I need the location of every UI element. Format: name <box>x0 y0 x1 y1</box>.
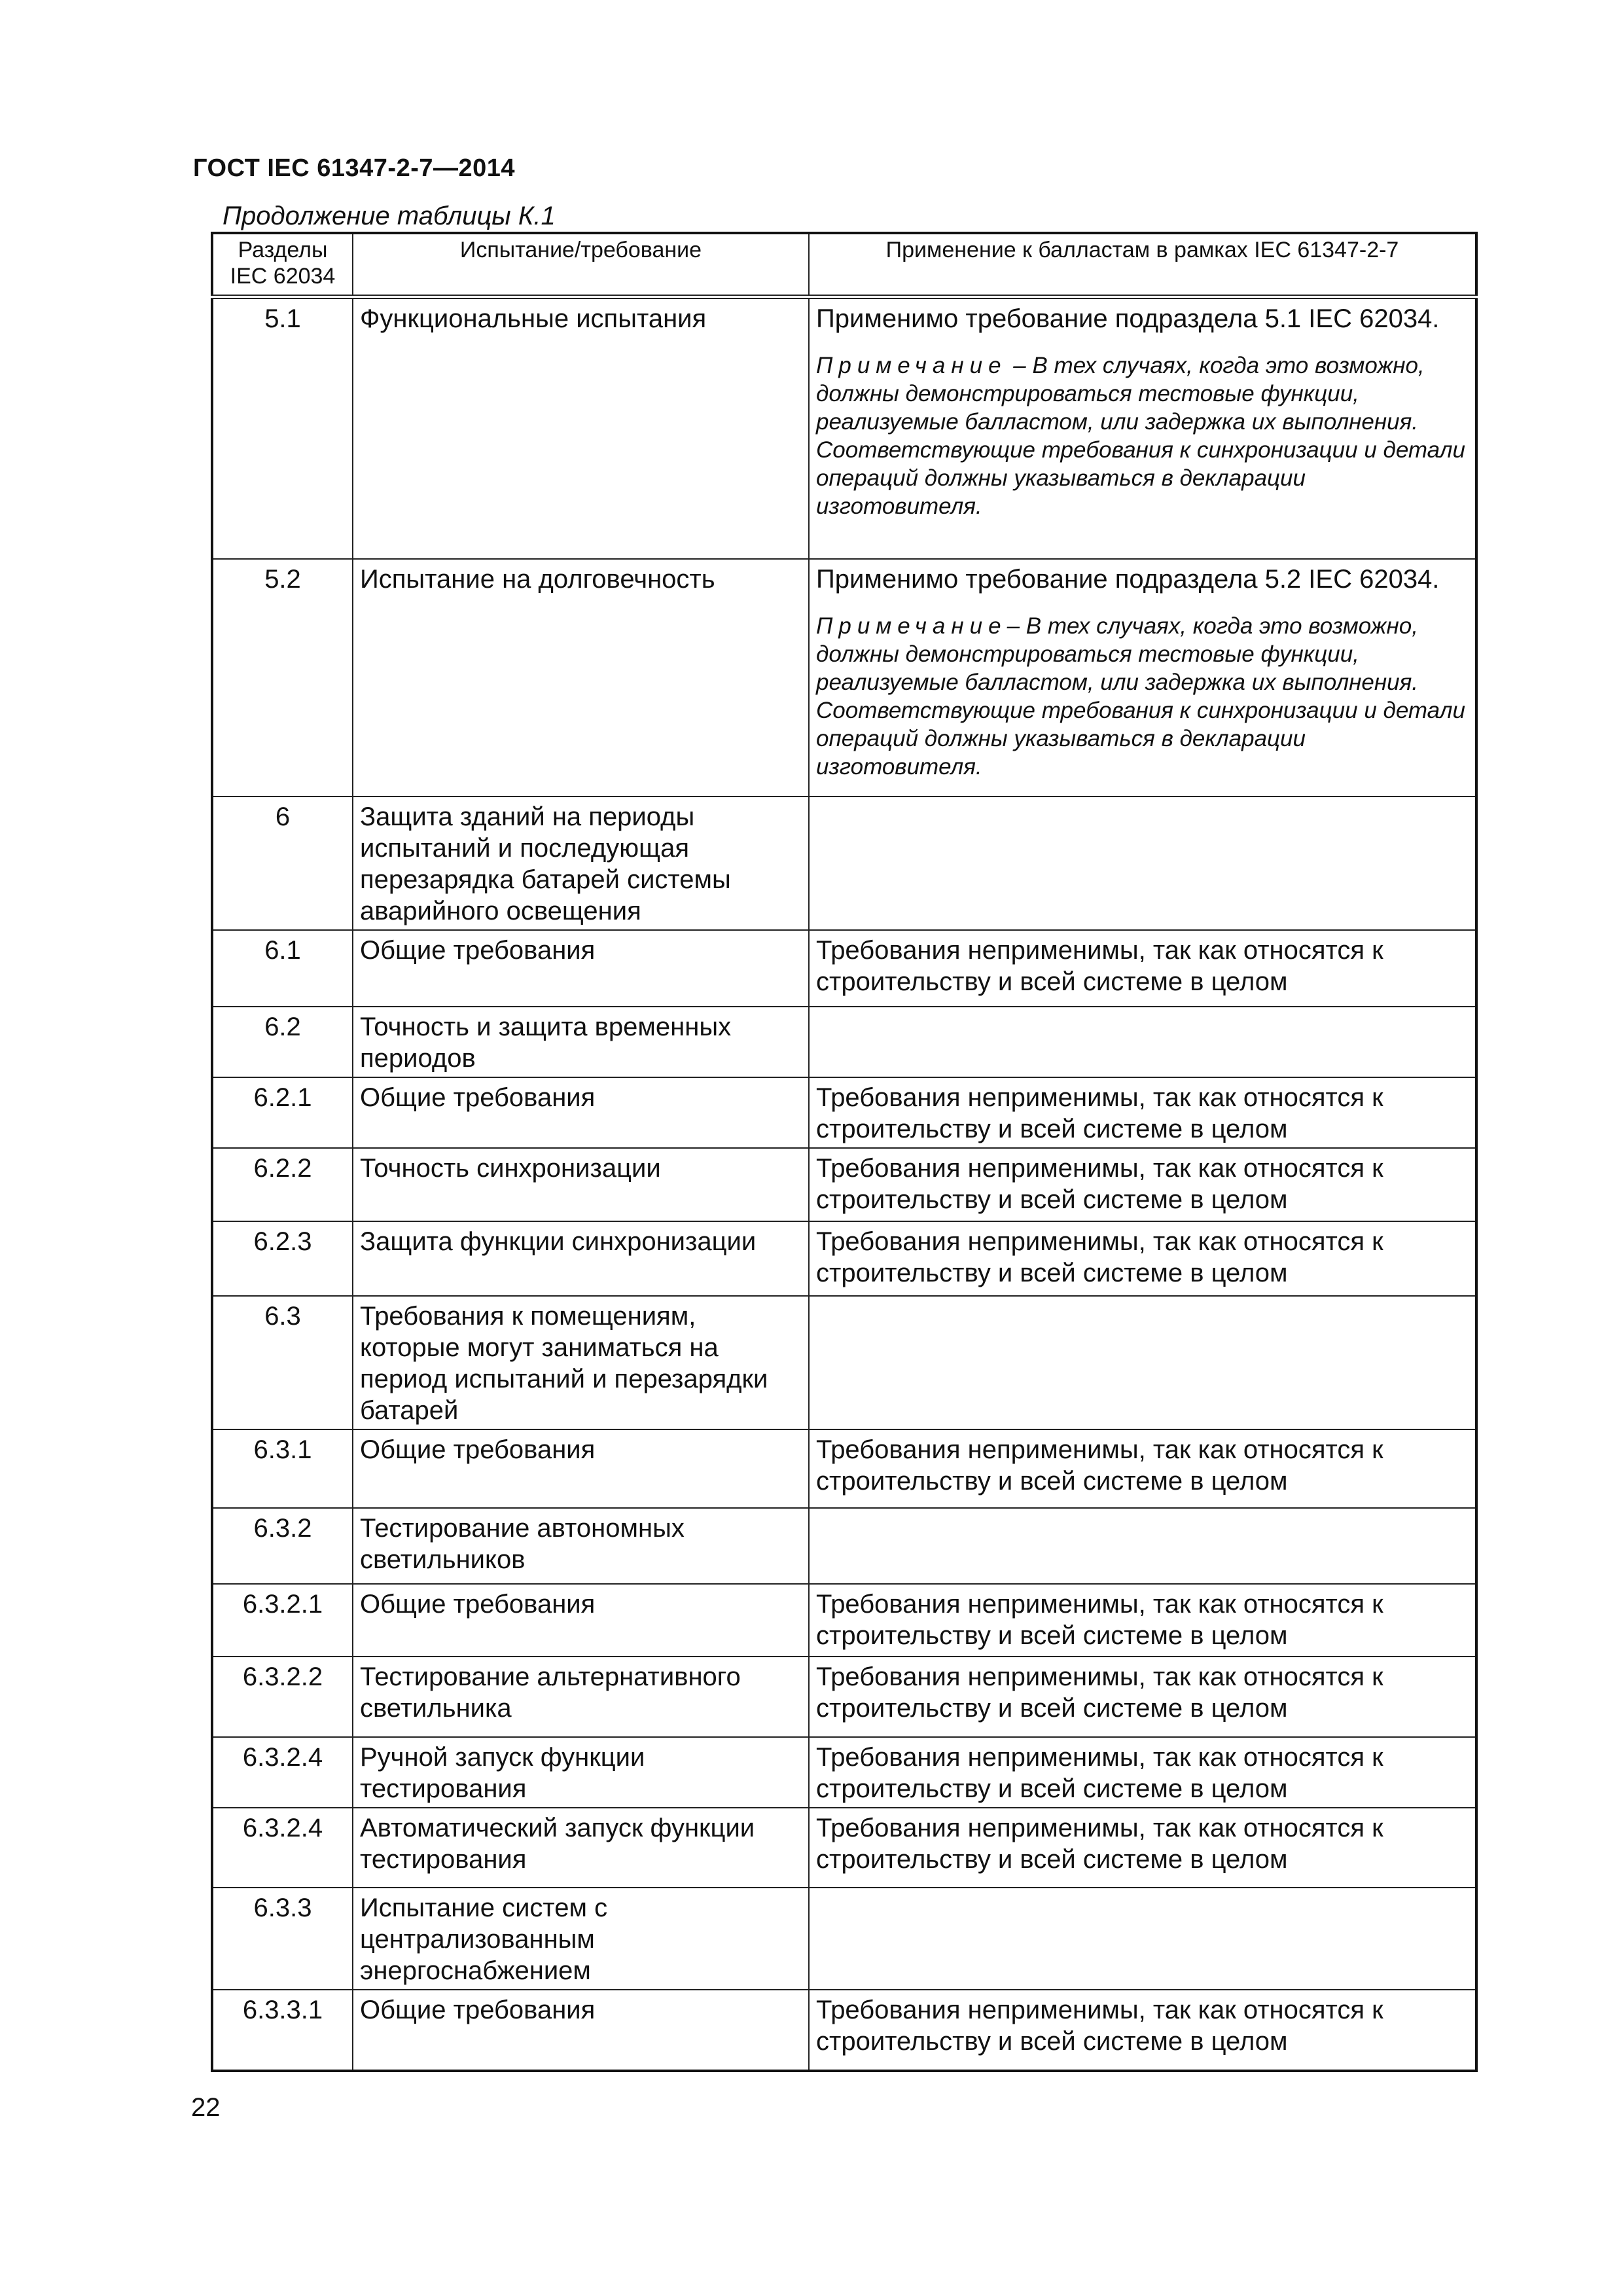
table-caption: Продолжение таблицы К.1 <box>223 202 556 230</box>
section-number: 6.3.1 <box>212 1429 353 1508</box>
column-header-requirement: Испытание/требование <box>353 233 809 297</box>
requirement-title: Общие требования <box>353 1584 809 1657</box>
section-number: 6.3.2.4 <box>212 1737 353 1808</box>
column-header-application: Применение к балластам в рамках IEC 61347-2-7 <box>809 233 1476 297</box>
section-number: 6.3.2.2 <box>212 1657 353 1737</box>
application-text: Требования неприменимы, так как относятся к строительству и всей системе в целом <box>809 1584 1476 1657</box>
application-text: Требования неприменимы, так как относятся к строительству и всей системе в целом <box>809 1148 1476 1221</box>
application-text <box>809 1888 1476 1990</box>
requirement-title: Испытание систем с централизованным энергоснабжением <box>353 1888 809 1990</box>
application-text: Требования неприменимы, так как относятся к строительству и всей системе в целом <box>809 1990 1476 2071</box>
requirement-title: Ручной запуск функции тестирования <box>353 1737 809 1808</box>
application-text: Требования неприменимы, так как относятся к строительству и всей системе в целом <box>809 1429 1476 1508</box>
requirement-title: Требования к помещениям, которые могут заниматься на период испытаний и перезарядки батарей <box>353 1296 809 1429</box>
section-number: 6.2.2 <box>212 1148 353 1221</box>
application-text <box>809 1296 1476 1429</box>
table-row <box>212 1148 1476 1221</box>
requirements-table <box>211 232 1478 2072</box>
application-cell <box>809 297 1476 559</box>
note <box>816 351 1469 520</box>
application-text: Требования неприменимы, так как относятся к строительству и всей системе в целом <box>809 1808 1476 1888</box>
table-row <box>212 1657 1476 1737</box>
note-label: Примечание <box>816 613 1007 639</box>
note-text: – В тех случаях, когда это возможно, должны демонстрироваться тестовые функции, реализуемые балластом, или задержка их выполнения. Соответствующие требования к синхронизации и детали операций должны указываться в декларации изготовителя. <box>816 353 1465 519</box>
section-number: 6.3 <box>212 1296 353 1429</box>
table-row <box>212 1221 1476 1296</box>
application-text: Требования неприменимы, так как относятся к строительству и всей системе в целом <box>809 1077 1476 1148</box>
table-row <box>212 1888 1476 1990</box>
section-number: 6.3.2 <box>212 1508 353 1584</box>
application-text: Требования неприменимы, так как относятся к строительству и всей системе в целом <box>809 1221 1476 1296</box>
section-number: 6.3.3 <box>212 1888 353 1990</box>
requirement-title: Общие требования <box>353 1990 809 2071</box>
requirement-title: Тестирование альтернативного светильника <box>353 1657 809 1737</box>
application-text: Требования неприменимы, так как относятся к строительству и всей системе в целом <box>809 1657 1476 1737</box>
table-row <box>212 1508 1476 1584</box>
requirement-title: Функциональные испытания <box>353 297 809 559</box>
table-row <box>212 1584 1476 1657</box>
document-code: ГОСТ IEC 61347-2-7—2014 <box>193 154 516 182</box>
table-row <box>212 1007 1476 1077</box>
table-row <box>212 1296 1476 1429</box>
requirement-title: Тестирование автономных светильников <box>353 1508 809 1584</box>
table-row <box>212 1077 1476 1148</box>
table-row <box>212 1990 1476 2071</box>
table-row <box>212 1808 1476 1888</box>
section-number: 5.2 <box>212 559 353 797</box>
application-text <box>809 797 1476 930</box>
section-number: 6.3.3.1 <box>212 1990 353 2071</box>
section-number: 6.2.1 <box>212 1077 353 1148</box>
section-number: 6.3.2.4 <box>212 1808 353 1888</box>
application-text: Требования неприменимы, так как относятся к строительству и всей системе в целом <box>809 1737 1476 1808</box>
note-text: – В тех случаях, когда это возможно, должны демонстрироваться тестовые функции, реализуемые балластом, или задержка их выполнения. Соответствующие требования к синхронизации и детали операций должны указываться в декларации изготовителя. <box>816 613 1465 780</box>
application-cell <box>809 559 1476 797</box>
requirement-title: Общие требования <box>353 1077 809 1148</box>
page-number: 22 <box>191 2093 221 2122</box>
table-row <box>212 559 1476 797</box>
section-number: 6 <box>212 797 353 930</box>
application-text: Применимо требование подраздела 5.2 IEC 62034. <box>816 564 1440 594</box>
column-header-sections: Разделы IEC 62034 <box>212 233 353 297</box>
application-text <box>809 1007 1476 1077</box>
requirement-title: Точность и защита временных периодов <box>353 1007 809 1077</box>
table-row <box>212 930 1476 1007</box>
table-row <box>212 1737 1476 1808</box>
note-label: Примечание <box>816 353 1007 378</box>
table-row <box>212 297 1476 559</box>
section-number: 6.2 <box>212 1007 353 1077</box>
application-text: Применимо требование подраздела 5.1 IEC 62034. <box>816 304 1440 333</box>
section-number: 6.1 <box>212 930 353 1007</box>
table-row <box>212 1429 1476 1508</box>
table-header-row <box>212 233 1476 297</box>
requirement-title: Точность синхронизации <box>353 1148 809 1221</box>
requirement-title: Защита зданий на периоды испытаний и последующая перезарядка батарей системы аварийного освещения <box>353 797 809 930</box>
requirement-title: Общие требования <box>353 930 809 1007</box>
section-number: 6.3.2.1 <box>212 1584 353 1657</box>
requirement-title: Общие требования <box>353 1429 809 1508</box>
requirement-title: Автоматический запуск функции тестирования <box>353 1808 809 1888</box>
application-text: Требования неприменимы, так как относятся к строительству и всей системе в целом <box>809 930 1476 1007</box>
note <box>816 612 1469 781</box>
application-text <box>809 1508 1476 1584</box>
section-number: 6.2.3 <box>212 1221 353 1296</box>
requirement-title: Защита функции синхронизации <box>353 1221 809 1296</box>
requirement-title: Испытание на долговечность <box>353 559 809 797</box>
section-number: 5.1 <box>212 297 353 559</box>
table-row <box>212 797 1476 930</box>
